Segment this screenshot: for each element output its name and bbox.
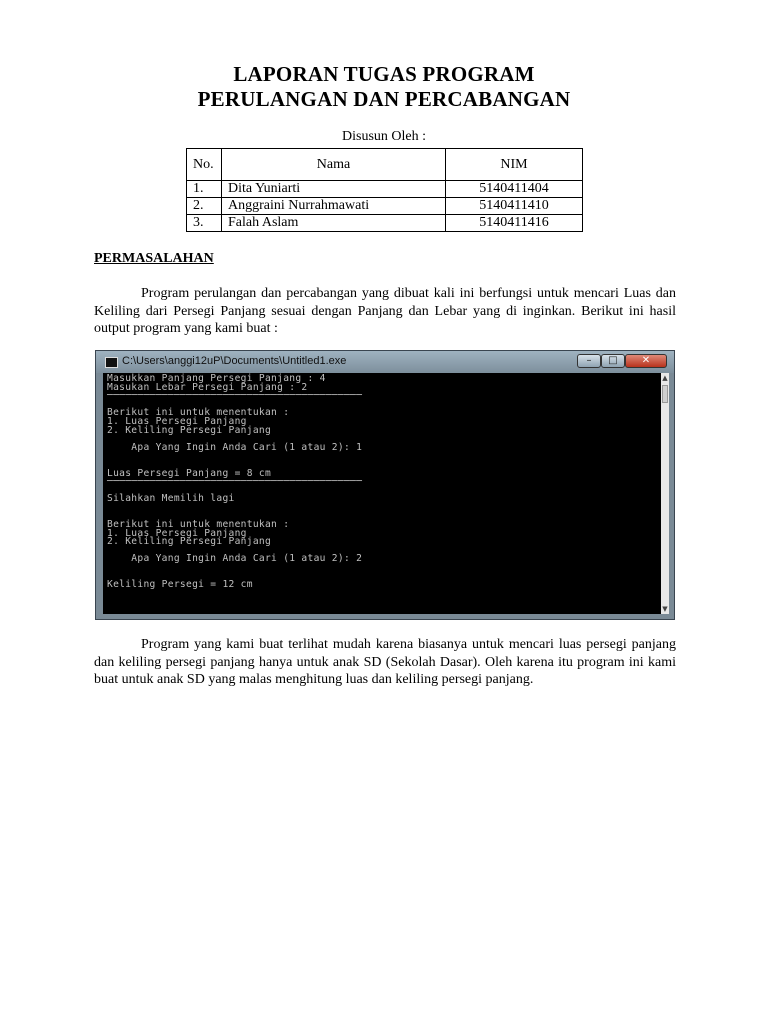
disusun-oleh-label: Disusun Oleh :	[342, 129, 426, 144]
row-nama: Anggraini Nurrahmawati	[222, 198, 446, 215]
table-row	[187, 181, 583, 198]
table-header-row	[187, 149, 583, 181]
row-no: 3.	[187, 215, 222, 232]
row-nama: Dita Yuniarti	[222, 181, 446, 198]
row-nim: 5140411410	[446, 198, 583, 215]
maximize-icon: □	[601, 354, 625, 368]
section-heading-permasalahan: PERMASALAHAN	[94, 251, 214, 266]
members-table	[186, 148, 583, 232]
report-title-line-2: PERULANGAN DAN PERCABANGAN	[197, 87, 571, 111]
paragraph-intro: Program perulangan dan percabangan yang dibuat kali ini berfungsi untuk mencari Luas dan Keliling dari Persegi Panjang sesuai dengan Panjang dan Lebar yang di inginkan. Berikut ini hasil output program yang kami buat :	[94, 286, 676, 336]
table-row	[187, 198, 583, 215]
scroll-down-icon: ▼	[662, 605, 668, 613]
row-nim: 5140411404	[446, 181, 583, 198]
console-scrollbar	[661, 373, 669, 614]
paragraph-conclusion: Program yang kami buat terlihat mudah karena biasanya untuk mencari luas persegi panjang dan keliling persegi panjang hanya untuk anak SD (Sekolah Dasar). Oleh karena itu program ini kami buat untuk anak SD yang malas menghitung luas dan keliling persegi panjang.	[94, 637, 676, 687]
row-nama: Falah Aslam	[222, 215, 446, 232]
console-app-icon	[105, 357, 118, 368]
row-no: 1.	[187, 181, 222, 198]
header-no: No.	[187, 149, 222, 181]
console-window-title: C:\Users\anggi12uP\Documents\Untitled1.exe	[122, 355, 347, 367]
header-nama: Nama	[222, 149, 446, 181]
table-row	[187, 215, 583, 232]
console-output-text: Masukkan Panjang Persegi Panjang : 4 Masukan Lebar Persegi Panjang : 2 ────────────────────────────────────────── Berikut ini untuk menentukan : 1. Luas Persegi Panjang 2. Keliling Persegi Panjang Apa Yang Ingin Anda Cari (1 atau 2): 1 Luas Persegi Panjang = 8 cm ────────────────────────────────────────── Silahkan Memilih lagi Berikut ini untuk menentukan : 1. Luas Persegi Panjang 2. Keliling Persegi Panjang Apa Yang Ingin Anda Cari (1 atau 2): 2 Keliling Persegi = 12 cm	[107, 373, 363, 591]
row-nim: 5140411416	[446, 215, 583, 232]
close-icon: ✕	[625, 354, 667, 368]
console-window-screenshot	[95, 350, 675, 620]
scroll-thumb	[662, 385, 668, 403]
minimize-icon: –	[577, 354, 601, 368]
row-no: 2.	[187, 198, 222, 215]
report-title-line-1: LAPORAN TUGAS PROGRAM	[233, 62, 535, 86]
header-nim: NIM	[446, 149, 583, 181]
scroll-up-icon: ▲	[662, 374, 668, 382]
console-screen	[103, 373, 661, 614]
console-titlebar	[96, 351, 674, 373]
